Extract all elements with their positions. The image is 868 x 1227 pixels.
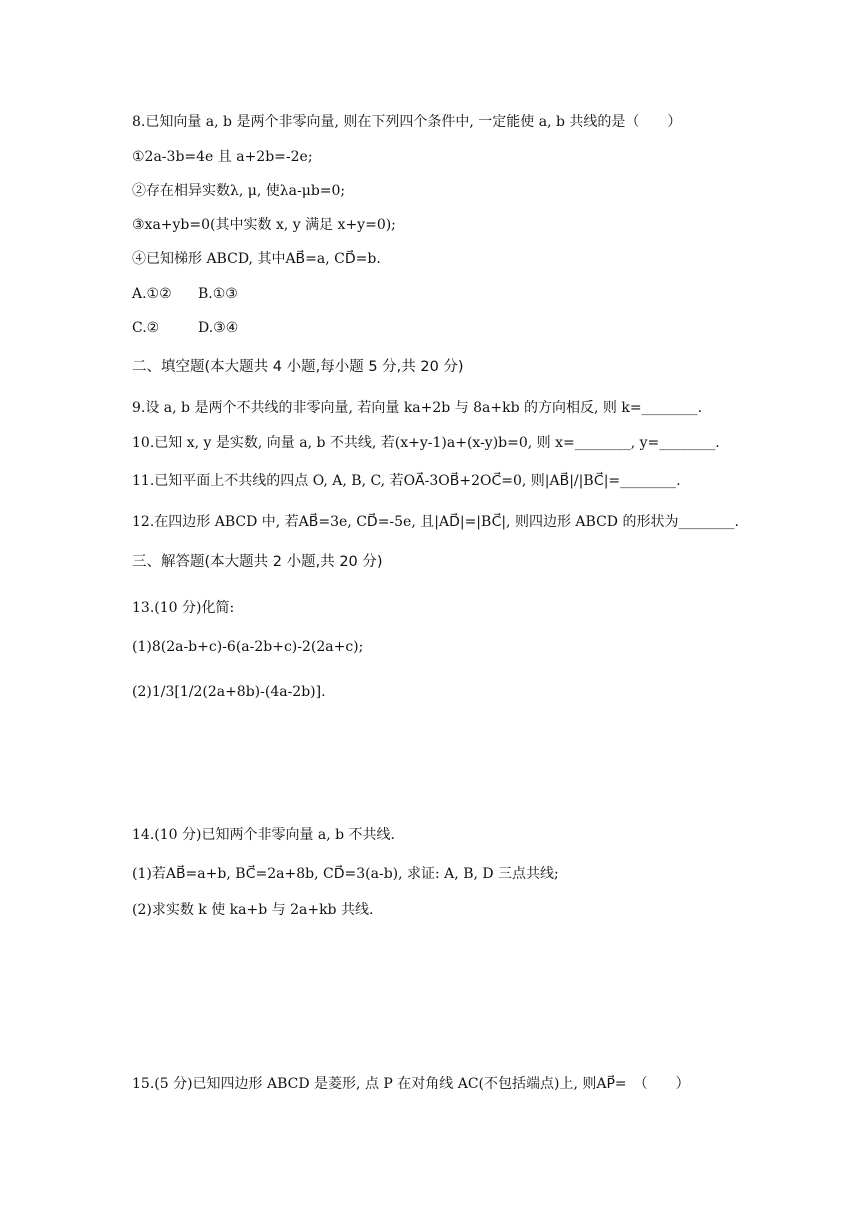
- q14-stem: 14.(10 分)已知两个非零向量 a, b 不共线.: [132, 827, 396, 843]
- q14-part-1: (1)若AB⃗=a+b, BC⃗=2a+8b, CD⃗=3(a-b), 求证: A, B, D 三点共线;: [132, 866, 559, 882]
- q13-part-1: (1)8(2a-b+c)-6(a-2b+c)-2(2a+c);: [132, 639, 364, 655]
- q9-text: 9.设 a, b 是两个不共线的非零向量, 若向量 ka+2b 与 8a+kb 的方向相反, 则 k=________.: [132, 400, 703, 416]
- q8-options-row-1: [132, 284, 238, 304]
- q8-option-d: D.③④: [198, 320, 239, 336]
- q8-condition-2: ②存在相异实数λ, μ, 使λa-μb=0;: [132, 183, 346, 199]
- q8-condition-3: ③xa+yb=0(其中实数 x, y 满足 x+y=0);: [132, 217, 396, 233]
- q13-part-2: (2)1/3[1/2(2a+8b)-(4a-2b)].: [132, 684, 326, 700]
- q8-option-a: A.①②: [132, 286, 172, 302]
- q15-text: 15.(5 分)已知四边形 ABCD 是菱形, 点 P 在对角线 AC(不包括端点)上, 则AP⃗= （ ）: [132, 1076, 690, 1092]
- q8-options-row-2: [132, 318, 238, 338]
- q10-text: 10.已知 x, y 是实数, 向量 a, b 不共线, 若(x+y-1)a+(x-y)b=0, 则 x=________, y=________.: [132, 435, 720, 451]
- q8-option-c: C.②: [132, 320, 160, 336]
- q13-stem: 13.(10 分)化简:: [132, 600, 235, 616]
- q8-condition-1: ①2a-3b=4e 且 a+2b=-2e;: [132, 149, 313, 165]
- section-3-heading: 三、解答题(本大题共 2 小题,共 20 分): [132, 554, 383, 570]
- q8-option-b: B.①③: [198, 286, 238, 302]
- q8-stem: 8.已知向量 a, b 是两个非零向量, 则在下列四个条件中, 一定能使 a, b 共线的是（ ）: [132, 114, 682, 130]
- section-2-heading: 二、填空题(本大题共 4 小题,每小题 5 分,共 20 分): [132, 359, 464, 375]
- q11-text: 11.已知平面上不共线的四点 O, A, B, C, 若OA⃗-3OB⃗+2OC⃗=0, 则|AB⃗|/|BC⃗|=________.: [132, 473, 681, 489]
- q8-condition-4: ④已知梯形 ABCD, 其中AB⃗=a, CD⃗=b.: [132, 251, 381, 267]
- q12-text: 12.在四边形 ABCD 中, 若AB⃗=3e, CD⃗=-5e, 且|AD⃗|=|BC⃗|, 则四边形 ABCD 的形状为________.: [132, 514, 739, 530]
- q14-part-2: (2)求实数 k 使 ka+b 与 2a+kb 共线.: [132, 902, 374, 918]
